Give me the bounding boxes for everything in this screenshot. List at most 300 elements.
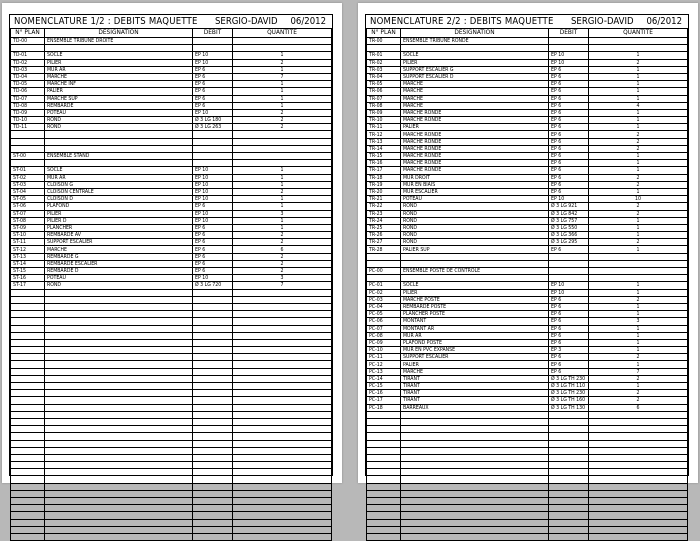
cell-plan: [11, 397, 45, 404]
cell-debit: EP 6: [549, 102, 589, 109]
cell-quantite: 1: [589, 81, 688, 88]
cell-designation: [45, 483, 193, 490]
table-row: [11, 390, 332, 397]
cell-debit: EP 6: [193, 95, 233, 102]
cell-debit: EP 6: [193, 232, 233, 239]
cell-debit: EP 6: [549, 174, 589, 181]
cell-designation: [45, 318, 193, 325]
table-row: [367, 289, 688, 296]
cell-debit: [193, 289, 233, 296]
cell-quantite: [233, 361, 332, 368]
cell-designation: SOCLE: [401, 282, 549, 289]
cell-plan: ST-06: [11, 203, 45, 210]
cell-designation: ROND: [401, 210, 549, 217]
cell-debit: EP 6: [193, 246, 233, 253]
cell-plan: TD-06: [11, 88, 45, 95]
cell-designation: SOCLE: [401, 52, 549, 59]
cell-quantite: 1: [589, 332, 688, 339]
cell-designation: [45, 131, 193, 138]
cell-quantite: [589, 38, 688, 45]
cell-designation: [45, 418, 193, 425]
cell-designation: [45, 454, 193, 461]
date: 06/2012: [290, 16, 326, 27]
cell-debit: EP 6: [549, 117, 589, 124]
cell-plan: [11, 447, 45, 454]
cell-debit: EP 6: [193, 260, 233, 267]
cell-plan: [11, 45, 45, 52]
cell-designation: [45, 440, 193, 447]
cell-debit: EP 6: [193, 203, 233, 210]
cell-plan: TR-18: [367, 174, 401, 181]
cell-debit: Ø 3 LG 842: [549, 210, 589, 217]
cell-quantite: 1: [233, 224, 332, 231]
cell-debit: Ø 3 LG 366: [549, 232, 589, 239]
cell-plan: [11, 354, 45, 361]
cell-designation: TIRANT: [401, 390, 549, 397]
cell-debit: [193, 404, 233, 411]
table-row: [367, 368, 688, 375]
cell-plan: PC-17: [367, 397, 401, 404]
cell-plan: [11, 404, 45, 411]
table-row: [367, 268, 688, 275]
cell-plan: ST-05: [11, 196, 45, 203]
table-row: [367, 88, 688, 95]
cell-plan: [11, 462, 45, 469]
table-row: [11, 188, 332, 195]
cell-designation: TIRANT: [401, 375, 549, 382]
table-row: [11, 138, 332, 145]
cell-quantite: 2: [589, 375, 688, 382]
cell-designation: [401, 433, 549, 440]
table-row: [11, 318, 332, 325]
cell-plan: TR-05: [367, 81, 401, 88]
cell-plan: [367, 426, 401, 433]
cell-debit: [193, 476, 233, 483]
cell-plan: [11, 440, 45, 447]
cell-plan: [367, 260, 401, 267]
cell-plan: TR-06: [367, 88, 401, 95]
table-row: [367, 73, 688, 80]
cell-designation: MARCHE: [401, 81, 549, 88]
cell-debit: EP 6: [549, 303, 589, 310]
cell-quantite: 1: [589, 311, 688, 318]
cell-quantite: [233, 131, 332, 138]
table-row: [11, 232, 332, 239]
cell-quantite: [589, 512, 688, 519]
cell-designation: MUR AR: [401, 332, 549, 339]
table-row: [367, 433, 688, 440]
cell-designation: MUR AR: [45, 174, 193, 181]
cell-designation: PALIER: [401, 124, 549, 131]
cell-plan: [367, 533, 401, 540]
cell-quantite: 1: [589, 224, 688, 231]
table-row: [11, 102, 332, 109]
cell-plan: TR-02: [367, 59, 401, 66]
table-row: [367, 196, 688, 203]
cell-plan: PC-09: [367, 339, 401, 346]
cell-debit: Ø 3 LG 550: [549, 224, 589, 231]
cell-designation: [45, 533, 193, 540]
cell-plan: ST-11: [11, 239, 45, 246]
cell-designation: SOCLE: [45, 52, 193, 59]
sheet-page-1: [2, 3, 342, 483]
cell-debit: EP 10: [193, 217, 233, 224]
cell-quantite: 1: [589, 66, 688, 73]
cell-debit: [193, 45, 233, 52]
cell-quantite: [233, 426, 332, 433]
cell-debit: EP 3: [549, 347, 589, 354]
cell-designation: [45, 505, 193, 512]
cell-designation: TIRANT: [401, 383, 549, 390]
title-bar: [10, 15, 332, 29]
table-body: [367, 38, 688, 541]
sheet-title: NOMENCLATURE 2/2 : DEBITS MAQUETTE: [370, 16, 554, 27]
nomenclature-table: [366, 28, 688, 541]
cell-debit: [193, 296, 233, 303]
cell-designation: PALIER SUP: [401, 246, 549, 253]
cell-plan: [11, 160, 45, 167]
cell-plan: ST-10: [11, 232, 45, 239]
cell-plan: [367, 454, 401, 461]
table-row: [11, 498, 332, 505]
cell-quantite: [233, 454, 332, 461]
cell-debit: [193, 512, 233, 519]
table-row: [11, 490, 332, 497]
table-row: [11, 224, 332, 231]
cell-plan: ST-07: [11, 210, 45, 217]
cell-quantite: 1: [589, 282, 688, 289]
cell-plan: [367, 505, 401, 512]
cell-quantite: 2: [589, 181, 688, 188]
cell-quantite: [233, 289, 332, 296]
cell-quantite: 1: [233, 217, 332, 224]
cell-debit: Ø 3 LG 263: [193, 124, 233, 131]
cell-quantite: 2: [233, 268, 332, 275]
table-row: [367, 239, 688, 246]
cell-quantite: [233, 447, 332, 454]
cell-debit: [193, 361, 233, 368]
cell-debit: EP 6: [193, 253, 233, 260]
table-row: [11, 418, 332, 425]
cell-designation: MARCHE RONDE: [401, 131, 549, 138]
cell-designation: PLANCHER POSTE: [401, 311, 549, 318]
col-header-designation: DESIGNATION: [45, 28, 193, 38]
cell-designation: MARCHE: [401, 95, 549, 102]
cell-quantite: 1: [589, 153, 688, 160]
cell-designation: ROND: [45, 117, 193, 124]
cell-designation: PLANCHER: [45, 224, 193, 231]
cell-designation: MARCHE RONDE: [401, 117, 549, 124]
cell-designation: [45, 332, 193, 339]
cell-designation: MUR AR: [45, 66, 193, 73]
cell-quantite: 2: [589, 138, 688, 145]
cell-quantite: 2: [589, 174, 688, 181]
cell-designation: [401, 411, 549, 418]
cell-quantite: 1: [589, 188, 688, 195]
cell-debit: [193, 447, 233, 454]
cell-designation: SUPPORT ESCALIER: [45, 239, 193, 246]
cell-plan: ST-13: [11, 253, 45, 260]
cell-quantite: 1: [589, 339, 688, 346]
sheet-title: NOMENCLATURE 1/2 : DEBITS MAQUETTE: [14, 16, 198, 27]
cell-quantite: 1: [233, 196, 332, 203]
cell-debit: [193, 375, 233, 382]
cell-plan: [367, 275, 401, 282]
table-row: [11, 38, 332, 45]
cell-designation: POTEAU: [45, 109, 193, 116]
table-row: [11, 217, 332, 224]
cell-quantite: 2: [589, 145, 688, 152]
cell-designation: MARCHE POSTE: [401, 296, 549, 303]
cell-designation: REMBARDE AV: [45, 232, 193, 239]
cell-debit: [193, 138, 233, 145]
cell-designation: [45, 433, 193, 440]
cell-plan: PC-03: [367, 296, 401, 303]
cell-quantite: [233, 476, 332, 483]
cell-debit: [193, 332, 233, 339]
cell-debit: EP 6: [549, 354, 589, 361]
table-row: [11, 167, 332, 174]
cell-designation: CLOISON D: [45, 196, 193, 203]
cell-quantite: [233, 498, 332, 505]
table-row: [11, 73, 332, 80]
table-row: [11, 411, 332, 418]
table-row: [11, 361, 332, 368]
cell-debit: EP 6: [549, 88, 589, 95]
table-row: [367, 462, 688, 469]
cell-debit: [193, 160, 233, 167]
cell-debit: [193, 153, 233, 160]
cell-plan: TR-11: [367, 124, 401, 131]
cell-designation: REMBARDE: [45, 102, 193, 109]
cell-quantite: [589, 505, 688, 512]
cell-plan: TR-19: [367, 181, 401, 188]
cell-debit: [193, 411, 233, 418]
cell-plan: TD-09: [11, 109, 45, 116]
cell-plan: ST-12: [11, 246, 45, 253]
cell-quantite: [233, 418, 332, 425]
cell-debit: EP 10: [193, 275, 233, 282]
title-bar: [366, 15, 688, 29]
cell-quantite: [233, 368, 332, 375]
cell-debit: EP 10: [549, 59, 589, 66]
cell-debit: [549, 512, 589, 519]
cell-debit: [193, 390, 233, 397]
table-row: [367, 454, 688, 461]
table-row: [367, 361, 688, 368]
table-row: [367, 131, 688, 138]
cell-designation: [45, 490, 193, 497]
cell-designation: [45, 311, 193, 318]
table-row: [367, 45, 688, 52]
cell-debit: [549, 490, 589, 497]
cell-designation: ROND: [45, 282, 193, 289]
cell-designation: SUPPORT ESCALIER G: [401, 66, 549, 73]
cell-quantite: 1: [589, 88, 688, 95]
table-row: [367, 160, 688, 167]
cell-plan: [11, 325, 45, 332]
cell-debit: Ø 3 LG 921: [549, 203, 589, 210]
cell-designation: [401, 426, 549, 433]
cell-debit: [549, 533, 589, 540]
cell-quantite: [233, 505, 332, 512]
table-row: [367, 181, 688, 188]
table-row: [367, 52, 688, 59]
cell-debit: EP 6: [549, 138, 589, 145]
cell-quantite: 2: [589, 390, 688, 397]
cell-debit: EP 10: [193, 59, 233, 66]
cell-designation: PILIER: [401, 289, 549, 296]
cell-designation: [45, 498, 193, 505]
cell-designation: MARCHE RONDE: [401, 153, 549, 160]
cell-debit: [193, 131, 233, 138]
cell-debit: [193, 318, 233, 325]
cell-debit: [193, 383, 233, 390]
col-header-debit: DEBIT: [549, 28, 589, 38]
cell-quantite: [589, 433, 688, 440]
cell-designation: MUR DROIT: [401, 174, 549, 181]
cell-quantite: 1: [589, 383, 688, 390]
cell-designation: REMBARDE ESCALIER: [45, 260, 193, 267]
table-row: [367, 505, 688, 512]
table-row: [11, 174, 332, 181]
cell-designation: MARCHE SUP: [45, 95, 193, 102]
cell-quantite: 1: [589, 95, 688, 102]
cell-quantite: 1: [233, 167, 332, 174]
cell-plan: [11, 433, 45, 440]
table-row: [11, 282, 332, 289]
cell-plan: ST-03: [11, 181, 45, 188]
cell-designation: POTEAU: [401, 196, 549, 203]
cell-debit: EP 6: [193, 81, 233, 88]
table-row: [367, 59, 688, 66]
table-row: [11, 260, 332, 267]
cell-plan: TR-03: [367, 66, 401, 73]
cell-designation: TIRANT: [401, 397, 549, 404]
cell-designation: REMBARDE G: [45, 253, 193, 260]
cell-quantite: [233, 347, 332, 354]
cell-designation: [45, 325, 193, 332]
cell-quantite: 2: [233, 253, 332, 260]
cell-quantite: [233, 45, 332, 52]
table-row: [367, 390, 688, 397]
cell-designation: [401, 275, 549, 282]
cell-designation: REMBARDE POSTE: [401, 303, 549, 310]
table-row: [11, 289, 332, 296]
cell-quantite: 1: [233, 88, 332, 95]
cell-designation: [401, 526, 549, 533]
table-row: [367, 260, 688, 267]
cell-designation: [45, 512, 193, 519]
cell-debit: [549, 447, 589, 454]
cell-designation: MARCHE RONDE: [401, 138, 549, 145]
cell-designation: MARCHE: [45, 73, 193, 80]
cell-designation: CLOISON G: [45, 181, 193, 188]
cell-debit: [193, 469, 233, 476]
cell-debit: EP 6: [193, 239, 233, 246]
cell-plan: [11, 512, 45, 519]
table-row: [367, 519, 688, 526]
table-row: [367, 325, 688, 332]
cell-debit: EP 10: [549, 289, 589, 296]
cell-quantite: 6: [233, 246, 332, 253]
cell-plan: ST-09: [11, 224, 45, 231]
cell-plan: [11, 361, 45, 368]
cell-plan: ST-17: [11, 282, 45, 289]
cell-quantite: [233, 469, 332, 476]
cell-plan: [11, 383, 45, 390]
cell-quantite: [589, 454, 688, 461]
cell-plan: [11, 375, 45, 382]
table-row: [367, 418, 688, 425]
cell-debit: EP 6: [549, 339, 589, 346]
cell-plan: [11, 131, 45, 138]
cell-debit: Ø 3 LG TH 110: [549, 383, 589, 390]
cell-debit: EP 6: [549, 66, 589, 73]
cell-debit: EP 10: [193, 196, 233, 203]
cell-quantite: [233, 332, 332, 339]
cell-designation: [45, 339, 193, 346]
cell-designation: [45, 469, 193, 476]
table-row: [11, 66, 332, 73]
cell-plan: [11, 533, 45, 540]
table-row: [367, 95, 688, 102]
cell-plan: PC-13: [367, 368, 401, 375]
table-row: [367, 303, 688, 310]
cell-quantite: [233, 390, 332, 397]
cell-plan: TR-23: [367, 210, 401, 217]
cell-quantite: 1: [233, 203, 332, 210]
table-row: [367, 117, 688, 124]
cell-quantite: 7: [233, 73, 332, 80]
table-row: [367, 397, 688, 404]
cell-debit: EP 10: [193, 109, 233, 116]
cell-debit: EP 6: [549, 332, 589, 339]
cell-debit: [549, 526, 589, 533]
cell-debit: EP 6: [549, 131, 589, 138]
cell-quantite: [233, 38, 332, 45]
col-header-quantite: QUANTITE: [233, 28, 332, 38]
cell-debit: [193, 440, 233, 447]
cell-debit: EP 6: [549, 181, 589, 188]
cell-quantite: 1: [233, 52, 332, 59]
cell-debit: [549, 469, 589, 476]
cell-debit: [549, 498, 589, 505]
cell-quantite: [589, 45, 688, 52]
cell-designation: [45, 526, 193, 533]
cell-quantite: [233, 533, 332, 540]
cell-designation: MARCHE RONDE: [401, 109, 549, 116]
cell-debit: [193, 418, 233, 425]
cell-quantite: 3: [589, 318, 688, 325]
cell-designation: ROND: [401, 239, 549, 246]
cell-quantite: 2: [233, 260, 332, 267]
cell-designation: PILIER D: [45, 217, 193, 224]
table-row: [11, 533, 332, 540]
cell-quantite: 1: [589, 289, 688, 296]
cell-designation: PILIER: [401, 59, 549, 66]
cell-designation: BARREAUX: [401, 404, 549, 411]
cell-designation: [45, 447, 193, 454]
cell-plan: PC-15: [367, 383, 401, 390]
table-row: [11, 433, 332, 440]
table-row: [11, 52, 332, 59]
cell-plan: [11, 519, 45, 526]
nomenclature-table: [10, 28, 332, 541]
cell-designation: [401, 519, 549, 526]
cell-plan: TR-22: [367, 203, 401, 210]
cell-quantite: 2: [233, 232, 332, 239]
